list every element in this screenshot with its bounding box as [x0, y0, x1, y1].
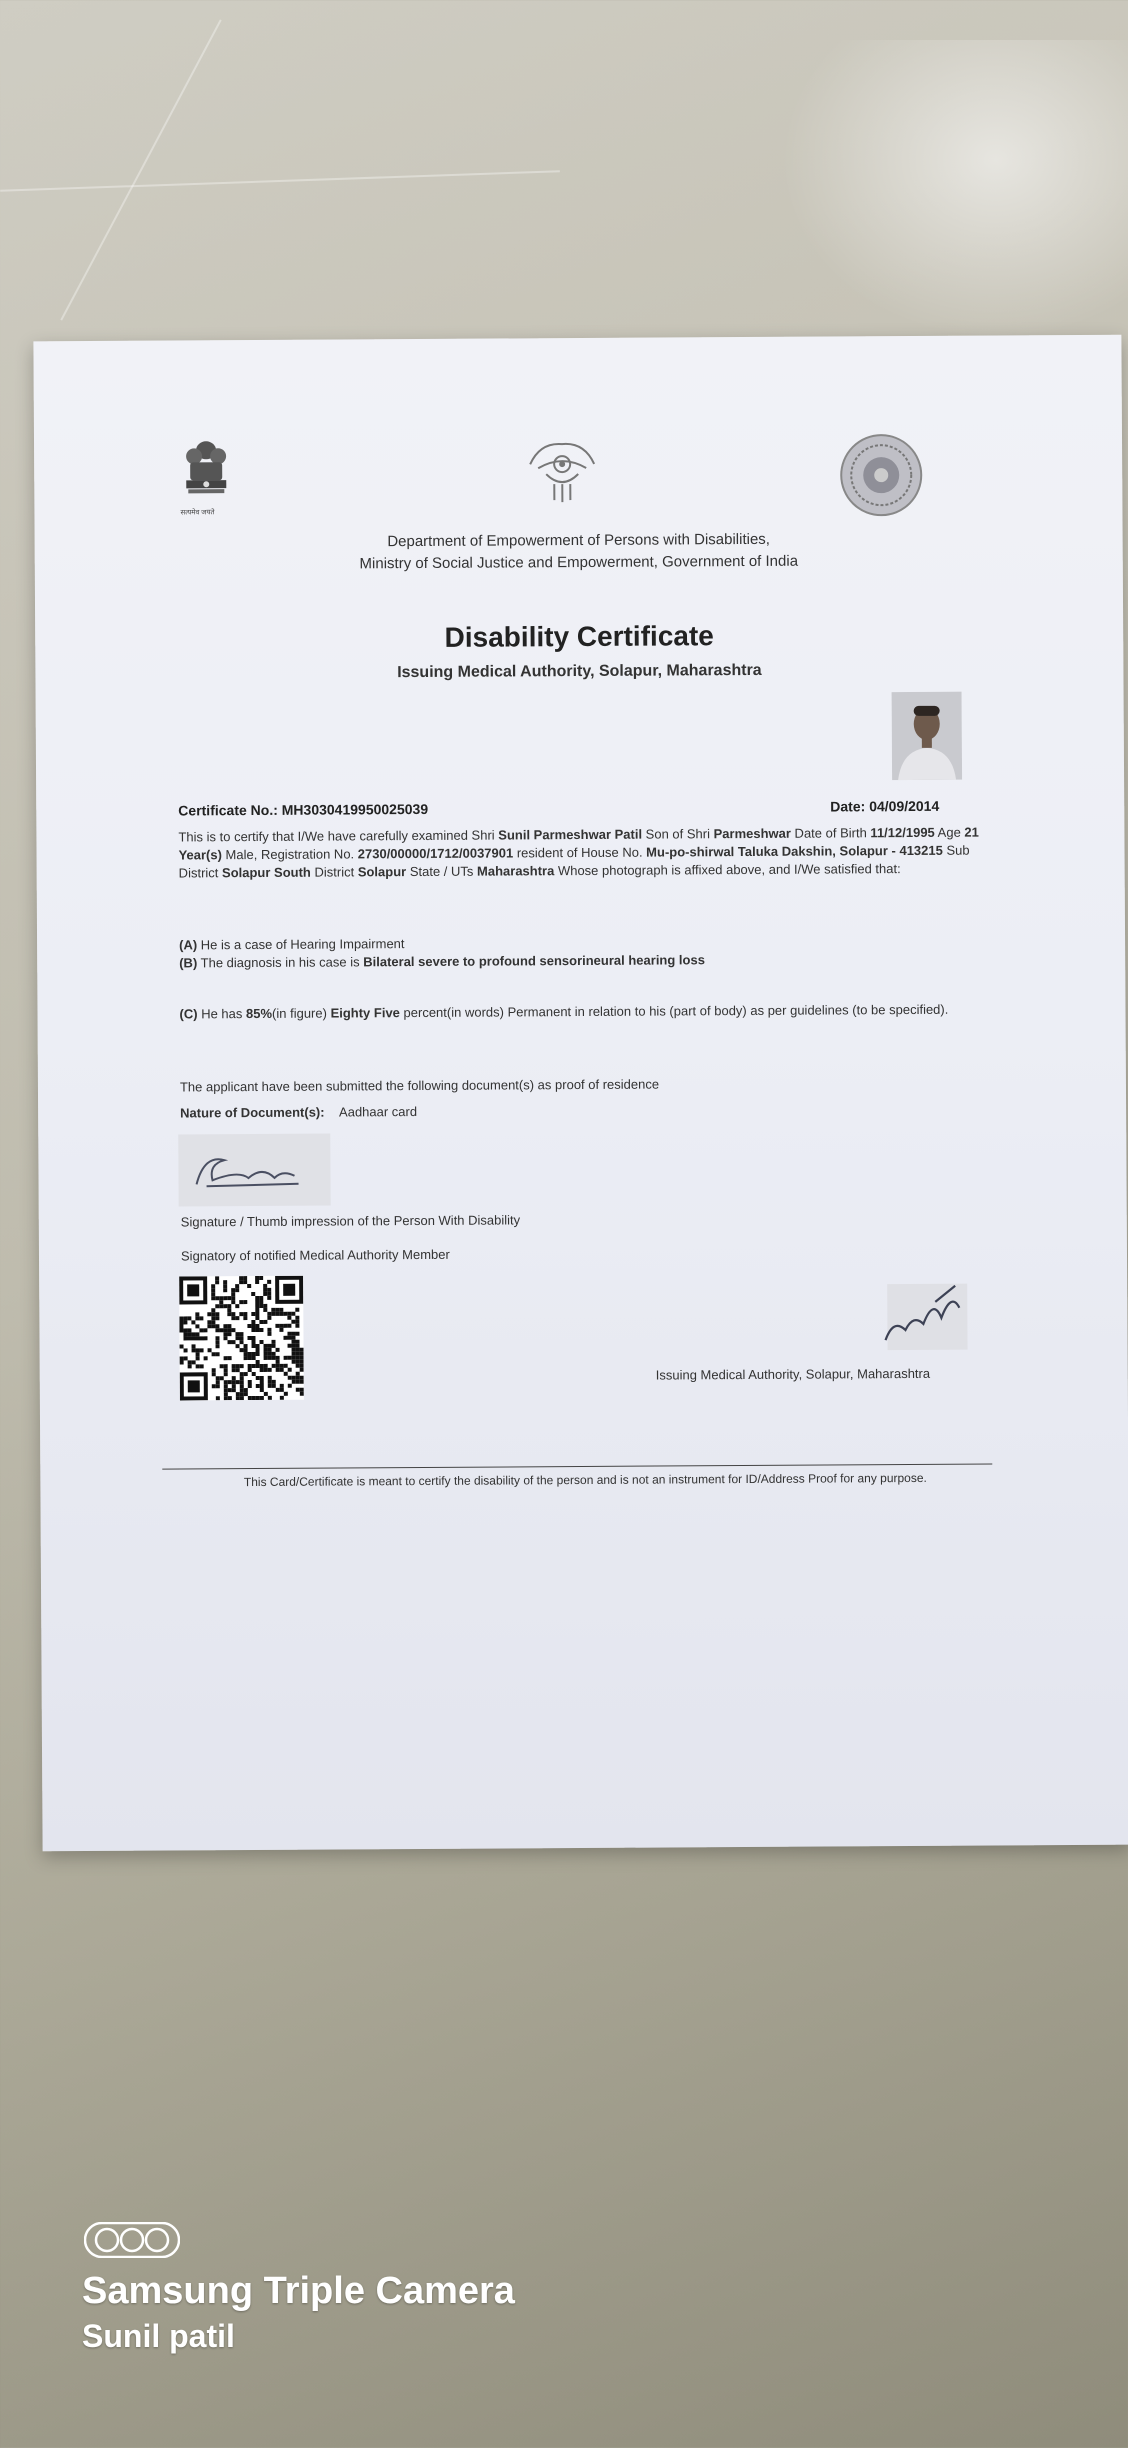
body-text: Male, Registration No.	[221, 846, 358, 863]
certificate-title: Disability Certificate	[444, 620, 714, 653]
camera-watermark-subtitle: Sunil patil	[82, 2318, 235, 2354]
date-of-birth: 11/12/1995	[870, 824, 935, 841]
triple-camera-icon	[84, 2222, 180, 2258]
person-photo-icon	[892, 692, 963, 780]
date-label: Date:	[830, 798, 866, 815]
diagnosis: Bilateral severe to profound sensorineural hearing loss	[363, 952, 705, 970]
nature-of-document-value: Aadhaar card	[338, 1104, 418, 1120]
authority-signature-mark	[875, 1278, 971, 1359]
body-text: State / UTs	[406, 863, 478, 880]
residence-statement: The applicant have been submitted the following document(s) as proof of residence	[179, 1076, 660, 1095]
point-c-label: (C)	[179, 1006, 198, 1022]
certificate-number-label: Certificate No.:	[178, 801, 278, 819]
camera-watermark-title: Samsung Triple Camera	[82, 2270, 515, 2312]
footer-divider	[162, 1464, 992, 1470]
ashoka-emblem-icon	[178, 436, 234, 518]
point-c-text: (in figure)	[271, 1005, 331, 1021]
district: Solapur	[357, 864, 407, 880]
emblem-caption: सत्यमेव जयते	[180, 509, 215, 517]
signatory-caption: Signatory of notified Medical Authority Member	[180, 1246, 450, 1264]
certificate-date	[830, 798, 939, 815]
point-c-text: He has	[197, 1006, 247, 1022]
state-seal-icon	[520, 434, 604, 507]
signature-caption: Signature / Thumb impression of the Person With Disability	[180, 1212, 521, 1230]
point-c	[179, 1000, 1005, 1023]
point-b-label: (B)	[179, 955, 198, 971]
floor-glare	[780, 40, 1128, 340]
address: Mu-po-shirwal Taluka Dakshin, Solapur - 413215	[646, 842, 943, 860]
applicant-photo	[892, 692, 963, 780]
state: Maharashtra	[476, 863, 555, 879]
certificate-subtitle: Issuing Medical Authority, Solapur, Maharashtra	[397, 661, 762, 682]
floor-tile-line	[60, 19, 221, 320]
disability-percent: 85%	[245, 1005, 273, 1022]
body-text: Date of Birth	[790, 825, 871, 841]
date-value: 04/09/2014	[869, 797, 940, 815]
department-line-1: Department of Empowerment of Persons with Disabilities,	[387, 530, 771, 551]
point-b	[179, 949, 1005, 972]
point-a-text: He is a case of Hearing Impairment	[197, 936, 405, 953]
point-b-text: The diagnosis in his case is	[197, 954, 364, 971]
registration-number: 2730/00000/1712/0037901	[357, 845, 514, 862]
body-text: This is to certify that I/We have carefully examined Shri	[178, 827, 499, 845]
nature-of-document	[180, 1099, 1006, 1122]
applicant-name: Sunil Parmeshwar Patil	[498, 826, 643, 843]
certificate-number-value: MH3030419950025039	[281, 800, 429, 818]
body-text: Son of Shri	[641, 826, 714, 842]
certificate-number	[178, 801, 428, 819]
person-signature	[178, 1134, 330, 1207]
footer-disclaimer: This Card/Certificate is meant to certify the disability of the person and is not an instrument for ID/Address Proof for any purpose.	[243, 1470, 927, 1490]
person-signature-mark	[178, 1134, 330, 1207]
issuing-authority-label: Issuing Medical Authority, Solapur, Maharashtra	[655, 1365, 931, 1383]
department-heading	[35, 527, 1123, 578]
sub-district: Solapur South	[221, 864, 311, 881]
authority-signature	[875, 1278, 971, 1359]
floor-tile-line	[0, 170, 560, 192]
disability-percent-words: Eighty Five	[330, 1005, 400, 1021]
round-seal-icon	[838, 432, 925, 519]
body-text: resident of House No.	[513, 844, 647, 861]
point-a-label: (A)	[179, 937, 198, 953]
body-text: Whose photograph is affixed above, and I/We satisfied that:	[554, 861, 901, 879]
age: 21 Year(s)	[178, 824, 979, 863]
certification-paragraph	[178, 823, 1004, 882]
body-text: Age	[934, 824, 965, 840]
nature-of-document-label: Nature of Document(s):	[180, 1104, 325, 1121]
department-line-2: Ministry of Social Justice and Empowerment, Government of India	[359, 552, 799, 573]
disability-certificate-document	[33, 335, 1128, 1852]
father-name: Parmeshwar	[713, 825, 791, 842]
point-c-text: percent(in words) Permanent in relation to his (part of body) as per guidelines (to be specified).	[399, 1001, 949, 1021]
body-text: District	[310, 864, 358, 880]
body-text: Sub District	[178, 842, 970, 881]
qr-code-icon	[179, 1276, 304, 1401]
